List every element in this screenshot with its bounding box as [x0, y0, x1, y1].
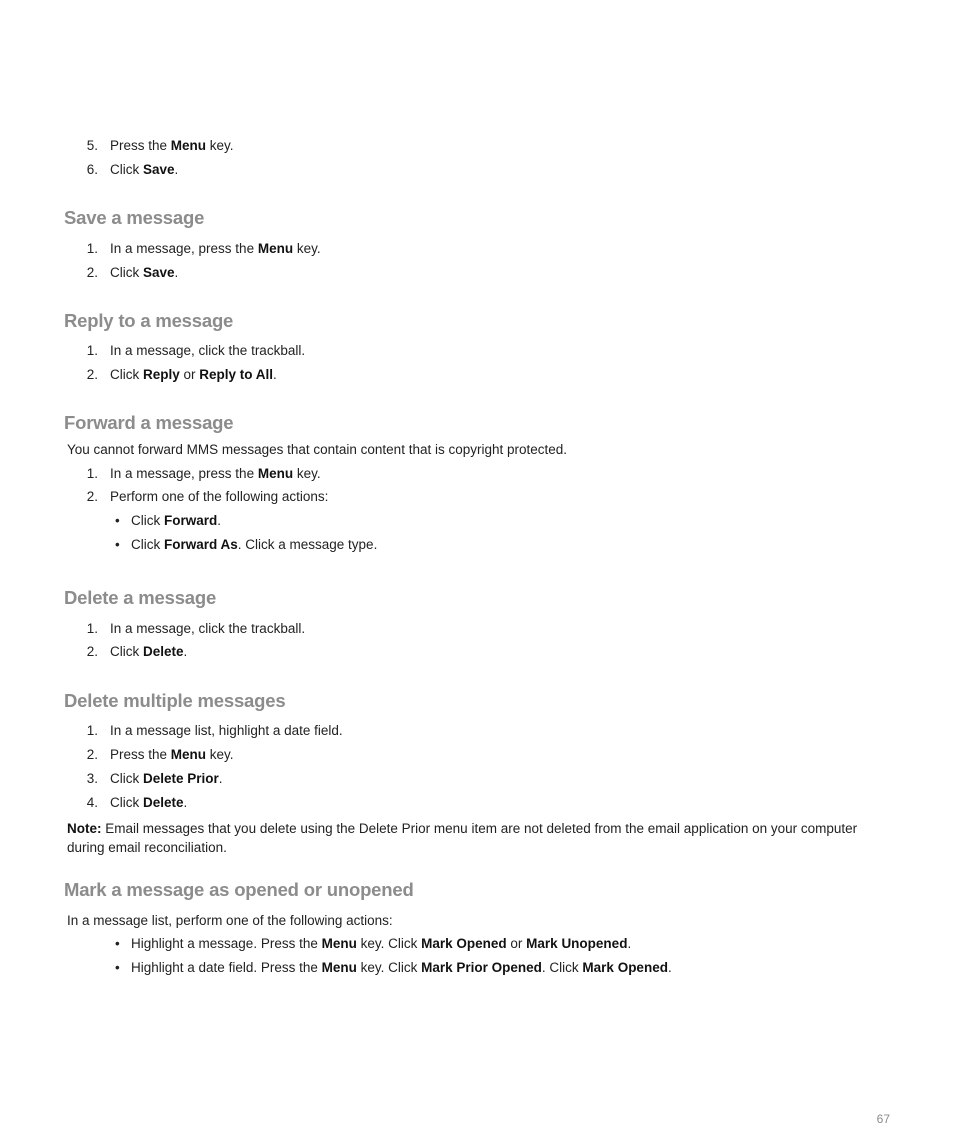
note-text: Email messages that you delete using the Delete Prior menu item are not deleted from the email application on your computer during email reconciliation. — [67, 821, 858, 855]
step-number: 1. — [86, 466, 98, 481]
step-number: 4. — [86, 795, 98, 810]
bullet-text: Click Forward. — [131, 513, 222, 528]
bullet-icon: • — [115, 936, 120, 951]
step-text: In a message, press the Menu key. — [110, 241, 321, 256]
section-heading-mark: Mark a message as opened or unopened — [64, 879, 414, 900]
step-number: 2. — [86, 265, 98, 280]
section-heading-delete-multiple: Delete multiple messages — [64, 690, 286, 711]
step-number: 1. — [86, 241, 98, 256]
step-text: In a message, press the Menu key. — [110, 466, 321, 481]
section-heading-delete: Delete a message — [64, 587, 217, 608]
section-intro: You cannot forward MMS messages that contain content that is copyright protected. — [67, 442, 568, 457]
bullet-icon: • — [115, 960, 120, 975]
bullet-icon: • — [115, 513, 120, 528]
step-text: Perform one of the following actions: — [110, 489, 329, 504]
step-text: Click Delete. — [110, 644, 188, 659]
note-label: Note: — [67, 821, 102, 836]
step-number: 1. — [86, 343, 98, 358]
bullet-text: Highlight a message. Press the Menu key. Click Mark Opened or Mark Unopened. — [131, 936, 632, 951]
section-heading-save: Save a message — [64, 207, 205, 228]
step-text: Press the Menu key. — [110, 138, 234, 153]
step-number: 1. — [86, 723, 98, 738]
bullet-text: Highlight a date field. Press the Menu key. Click Mark Prior Opened. Click Mark Opened. — [131, 960, 672, 975]
step-number: 6. — [86, 162, 98, 177]
page-number: 67 — [876, 1112, 890, 1126]
step-number: 3. — [86, 771, 98, 786]
step-text: Click Reply or Reply to All. — [110, 367, 277, 382]
step-number: 2. — [86, 747, 98, 762]
step-text: Click Save. — [110, 265, 179, 280]
step-text: In a message, click the trackball. — [110, 621, 306, 636]
step-text: Click Delete. — [110, 795, 188, 810]
bullet-text: Click Forward As. Click a message type. — [131, 537, 378, 552]
step-number: 1. — [86, 621, 98, 636]
step-text: In a message, click the trackball. — [110, 343, 306, 358]
step-number: 5. — [86, 138, 98, 153]
step-number: 2. — [86, 367, 98, 382]
bullet-icon: • — [115, 537, 120, 552]
note — [67, 819, 889, 857]
section-intro: In a message list, perform one of the following actions: — [67, 913, 393, 928]
section-heading-forward: Forward a message — [64, 412, 234, 433]
step-text: Press the Menu key. — [110, 747, 234, 762]
step-text: In a message list, highlight a date field. — [110, 723, 343, 738]
step-number: 2. — [86, 489, 98, 504]
step-text: Click Save. — [110, 162, 179, 177]
step-text: Click Delete Prior. — [110, 771, 223, 786]
step-number: 2. — [86, 644, 98, 659]
section-heading-reply: Reply to a message — [64, 310, 234, 331]
